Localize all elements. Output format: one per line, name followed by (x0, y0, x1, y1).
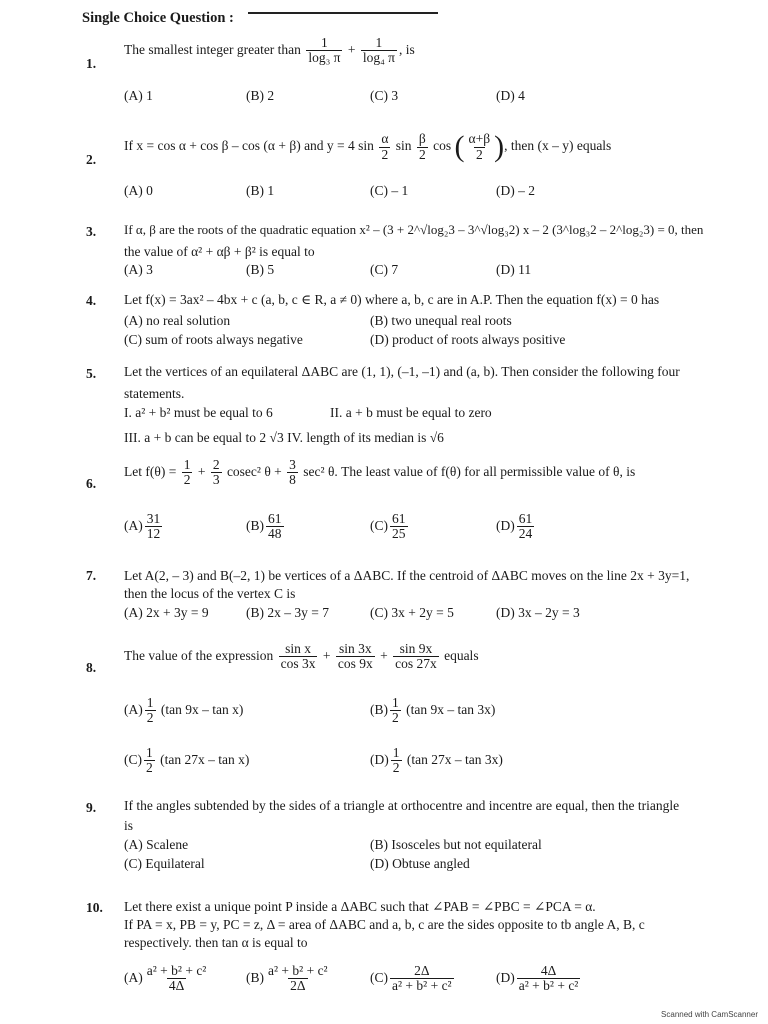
question-5-line1: Let the vertices of an equilateral ΔABC are (1, 1), (–1, –1) and (a, b). Then consider the following four (124, 364, 680, 379)
option-c[interactable]: (C) Equilateral (124, 856, 205, 871)
option-c[interactable]: (C) 7 (370, 262, 399, 277)
option-d[interactable]: (D) 4 (496, 88, 525, 103)
option-c[interactable]: (C) $\frac{1}{2}$ (tan 27x – tan x) (124, 745, 250, 776)
question-3-line1: If α, β are the roots of the quadratic equation x² – (3 + 2^√log₂3 – 3^√log₃2) x – 2 (3^log₃2 – 2^log₂3) = 0, then (124, 222, 704, 237)
option-c[interactable]: (C) – 1 (370, 183, 409, 198)
option-b[interactable]: (B) two unequal real roots (370, 313, 512, 328)
fraction: $\frac{\alpha+\beta}{2}$ (468, 131, 491, 162)
option-d[interactable]: (D) Obtuse angled (370, 856, 470, 871)
fraction: $\frac{1}{\text{log₄ π}}$ (362, 35, 395, 66)
question-number: 8. (86, 660, 97, 675)
question-6-text: Let f(θ) = $\frac{1}{2}$ + $\frac{2}{3}$ cosec² θ + $\frac{3}{8}$ sec² θ. The least value of f(θ) for all permissible value of θ, is (124, 457, 636, 488)
fraction: $\frac{\sin 9x}{\cos 27x}$ (395, 641, 437, 672)
option-b[interactable]: (B) 2 (246, 88, 275, 103)
question-number: 6. (86, 476, 97, 491)
option-c[interactable]: (C) $\frac{61}{25}$ (370, 511, 406, 542)
section-heading: Single Choice Question : (82, 10, 234, 26)
question-7-line2: then the locus of the vertex C is (124, 586, 296, 601)
option-a[interactable]: (A) 1 (124, 88, 153, 103)
option-d[interactable]: (D) 11 (496, 262, 532, 277)
question-10-line3: respectively. then tan α is equal to (124, 935, 308, 950)
fraction: $\frac{\text{sin x}}{\cos 3x}$ (280, 641, 316, 672)
fraction: $\frac{\sin 3x}{\cos 9x}$ (337, 641, 373, 672)
fraction: $\frac{2}{3}$ (212, 457, 220, 488)
option-b[interactable]: (B) 2x – 3y = 7 (246, 605, 329, 620)
option-d[interactable]: (D) $\frac{61}{24}$ (496, 511, 533, 542)
option-b[interactable]: (B) 1 (246, 183, 275, 198)
question-number: 3. (86, 224, 97, 239)
question-9-line1: If the angles subtended by the sides of a triangle at orthocentre and incentre are equal, then the triangle (124, 798, 680, 813)
option-d[interactable]: (D) 3x – 2y = 3 (496, 605, 580, 620)
option-c[interactable]: (C) $\frac{2\Delta}{\text{a² + b² + c²}}$ (370, 963, 452, 994)
question-10-line1: Let there exist a unique point P inside a ΔABC such that ∠PAB = ∠PBC = ∠PCA = α. (124, 899, 596, 914)
option-a[interactable]: (A) $\frac{31}{12}$ (124, 511, 161, 542)
fraction: $\frac{3}{8}$ (289, 457, 296, 488)
question-1-text: The smallest integer greater than $\frac{1}{\text{log₃ π}}$ + $\frac{1}{\text{log₄ π}}$ , is (124, 35, 415, 66)
option-c[interactable]: (C) 3x + 2y = 5 (370, 605, 454, 620)
option-b[interactable]: (B) $\frac{1}{2}$ (tan 9x – tan 3x) (370, 695, 496, 726)
fraction: $\frac{1}{2}$ (183, 457, 191, 488)
option-a[interactable]: (A) 0 (124, 183, 153, 198)
question-number: 2. (86, 152, 97, 167)
statement-1: I. a² + b² must be equal to 6 (124, 405, 273, 420)
option-a[interactable]: (A) no real solution (124, 313, 231, 328)
option-a[interactable]: (A) 2x + 3y = 9 (124, 605, 209, 620)
option-b[interactable]: (B) $\frac{\text{a² + b² + c²}}{2\Delta}$ (246, 963, 328, 994)
question-8-text: The value of the expression $\frac{\text{sin x}}{\cos 3x}$ + $\frac{\sin 3x}{\cos 9x}$ + $\frac{\sin 9x}{\cos 27x}$ equals (124, 641, 479, 672)
option-d[interactable]: (D) $\frac{4\Delta}{\text{a² + b² + c²}}$ (496, 963, 579, 994)
option-a[interactable]: (A) 3 (124, 262, 153, 277)
statement-3: III. a + b can be equal to 2 √3 IV. length of its median is √6 (124, 430, 444, 445)
fraction: $\frac{1}{\text{log₃ π}}$ (308, 35, 341, 66)
option-c[interactable]: (C) sum of roots always negative (124, 332, 303, 347)
question-3-line2: the value of α² + αβ + β² is equal to (124, 244, 315, 259)
question-10-line2: If PA = x, PB = y, PC = z, Δ = area of ΔABC and a, b, c are the sides opposite to tb angle A, B, c (124, 917, 645, 932)
option-a[interactable]: (A) Scalene (124, 837, 189, 852)
option-b[interactable]: (B) 5 (246, 262, 275, 277)
option-c[interactable]: (C) 3 (370, 88, 399, 103)
question-number: 5. (86, 366, 97, 381)
statement-2: II. a + b must be equal to zero (330, 405, 492, 420)
question-number: 4. (86, 293, 97, 308)
option-a[interactable]: (A) $\frac{\text{a² + b² + c²}}{4\Delta}$ (124, 963, 207, 994)
question-number: 7. (86, 568, 97, 583)
option-d[interactable]: (D) product of roots always positive (370, 332, 566, 347)
question-7-line1: Let A(2, – 3) and B(–2, 1) be vertices of a ΔABC. If the centroid of ΔABC moves on the line 2x + 3y=1, (124, 568, 690, 583)
heading-rule (248, 12, 438, 14)
question-9-line2: is (124, 818, 134, 833)
option-d[interactable]: (D) $\frac{1}{2}$ (tan 27x – tan 3x) (370, 745, 503, 776)
question-number: 10. (86, 900, 103, 915)
fraction: $\frac{\alpha}{2}$ (381, 131, 389, 162)
option-a[interactable]: (A) $\frac{1}{2}$ (tan 9x – tan x) (124, 695, 244, 726)
question-2-text: If x = cos α + cos β – cos (α + β) and y = 4 sin $\frac{\alpha}{2}$ sin $\frac{\beta}{2}$ cos ( $\frac{\alpha+\beta}{2}$ ), then (x – y) equals (124, 130, 612, 163)
question-4-line1: Let f(x) = 3ax² – 4bx + c (a, b, c ∈ R, a ≠ 0) where a, b, c are in A.P. Then the equation f(x) = 0 has (124, 292, 660, 307)
question-number: 1. (86, 56, 97, 71)
question-5-line2: statements. (124, 386, 185, 401)
option-d[interactable]: (D) – 2 (496, 183, 535, 198)
question-number: 9. (86, 800, 97, 815)
option-b[interactable]: (B) Isosceles but not equilateral (370, 837, 542, 852)
fraction: $\frac{\beta}{2}$ (418, 131, 426, 162)
option-b[interactable]: (B) $\frac{61}{48}$ (246, 511, 282, 542)
scanner-watermark: Scanned with CamScanner (661, 1010, 758, 1019)
